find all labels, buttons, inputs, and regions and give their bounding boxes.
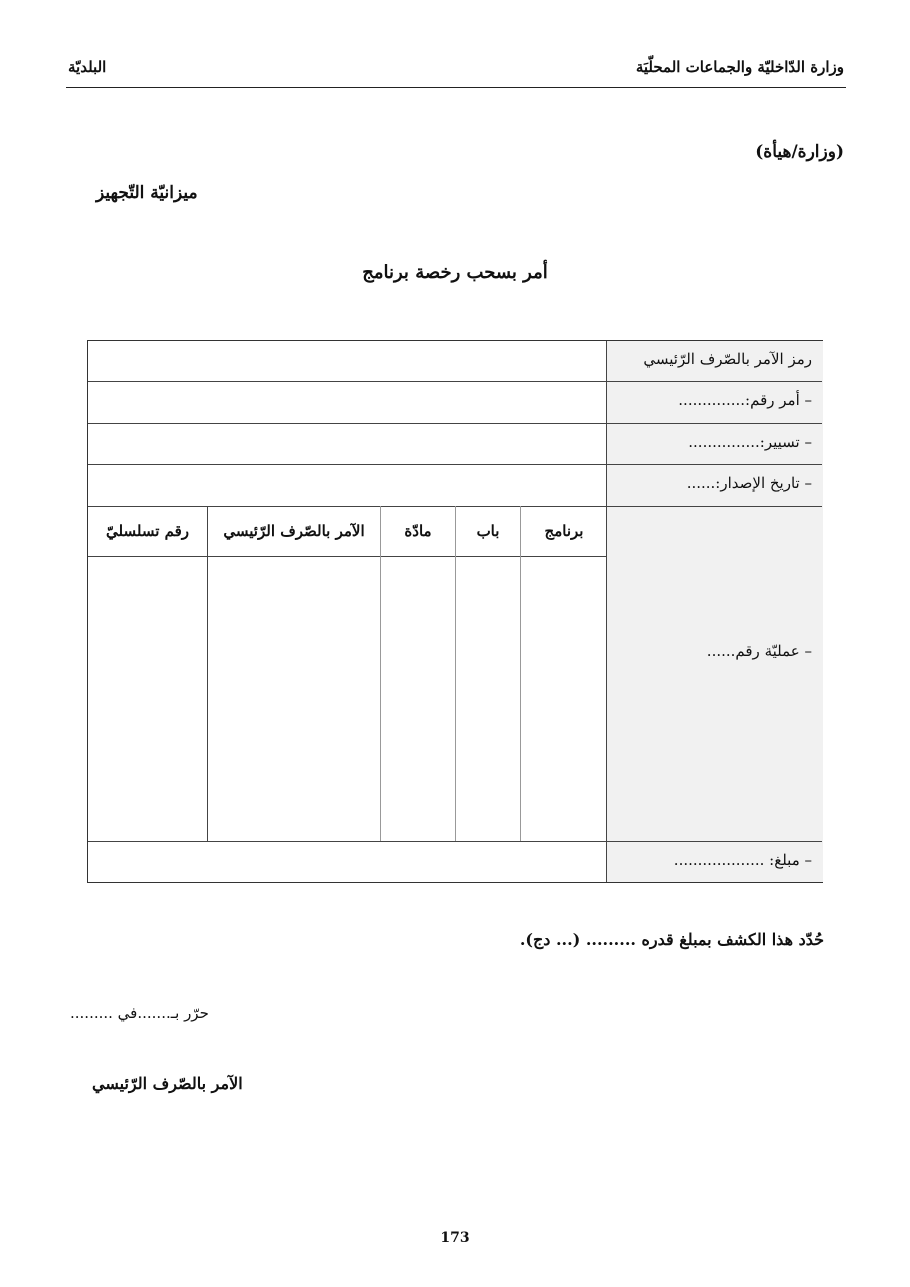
subtable-col-divider [455, 506, 456, 841]
main-authorizer-code-label: رمز الآمر بالصّرف الرّئيسي [643, 350, 812, 368]
subtable-header-divider [88, 556, 607, 557]
page-number: 173 [440, 1230, 470, 1246]
column-header-main-authorizer: الآمر بالصّرف الرّئيسي [223, 522, 365, 540]
order-number-label: – أمر رقم:.............. [678, 391, 812, 409]
column-header-article: مادّة [404, 522, 432, 540]
column-header-program: برنامج [544, 522, 584, 540]
form-table [87, 340, 823, 883]
issue-date-label: – تاريخ الإصدار:...... [686, 474, 812, 492]
header-ministry-name: وزارة الدّاخليّة والجماعات المحلّيَة [635, 58, 844, 76]
document-title: أمر بسحب رخصة برنامج [362, 262, 548, 283]
subtable-header-row [88, 507, 607, 555]
amount-label: – مبلغ: ................... [673, 851, 812, 869]
column-header-chapter: باب [476, 522, 500, 540]
signatory-title: الآمر بالصّرف الرّئيسي [92, 1074, 243, 1093]
row-divider [88, 464, 822, 465]
subtable-col-divider [380, 506, 381, 841]
header-municipality: البلديّة [68, 58, 107, 76]
ministry-label: (وزارة/هيأة) [755, 142, 844, 162]
budget-type: ميزانيّة التّجهيز [96, 183, 198, 203]
column-header-serial-number: رقم تسلسليّ [106, 522, 189, 540]
row-divider [88, 841, 822, 842]
place-and-date: حرّر بـ.......في ......... [70, 1004, 209, 1022]
operation-number-label: – عمليّة رقم...... [706, 642, 812, 660]
subtable-col-divider [520, 506, 521, 841]
subtable-col-divider [207, 506, 208, 841]
row-divider [88, 423, 822, 424]
approval-statement: حُدّد هذا الكشف بمبلغ قدره ......... (... دج). [519, 930, 824, 949]
header-divider [66, 87, 846, 88]
row-divider [88, 381, 822, 382]
management-label: – تسيير:............... [688, 433, 812, 451]
